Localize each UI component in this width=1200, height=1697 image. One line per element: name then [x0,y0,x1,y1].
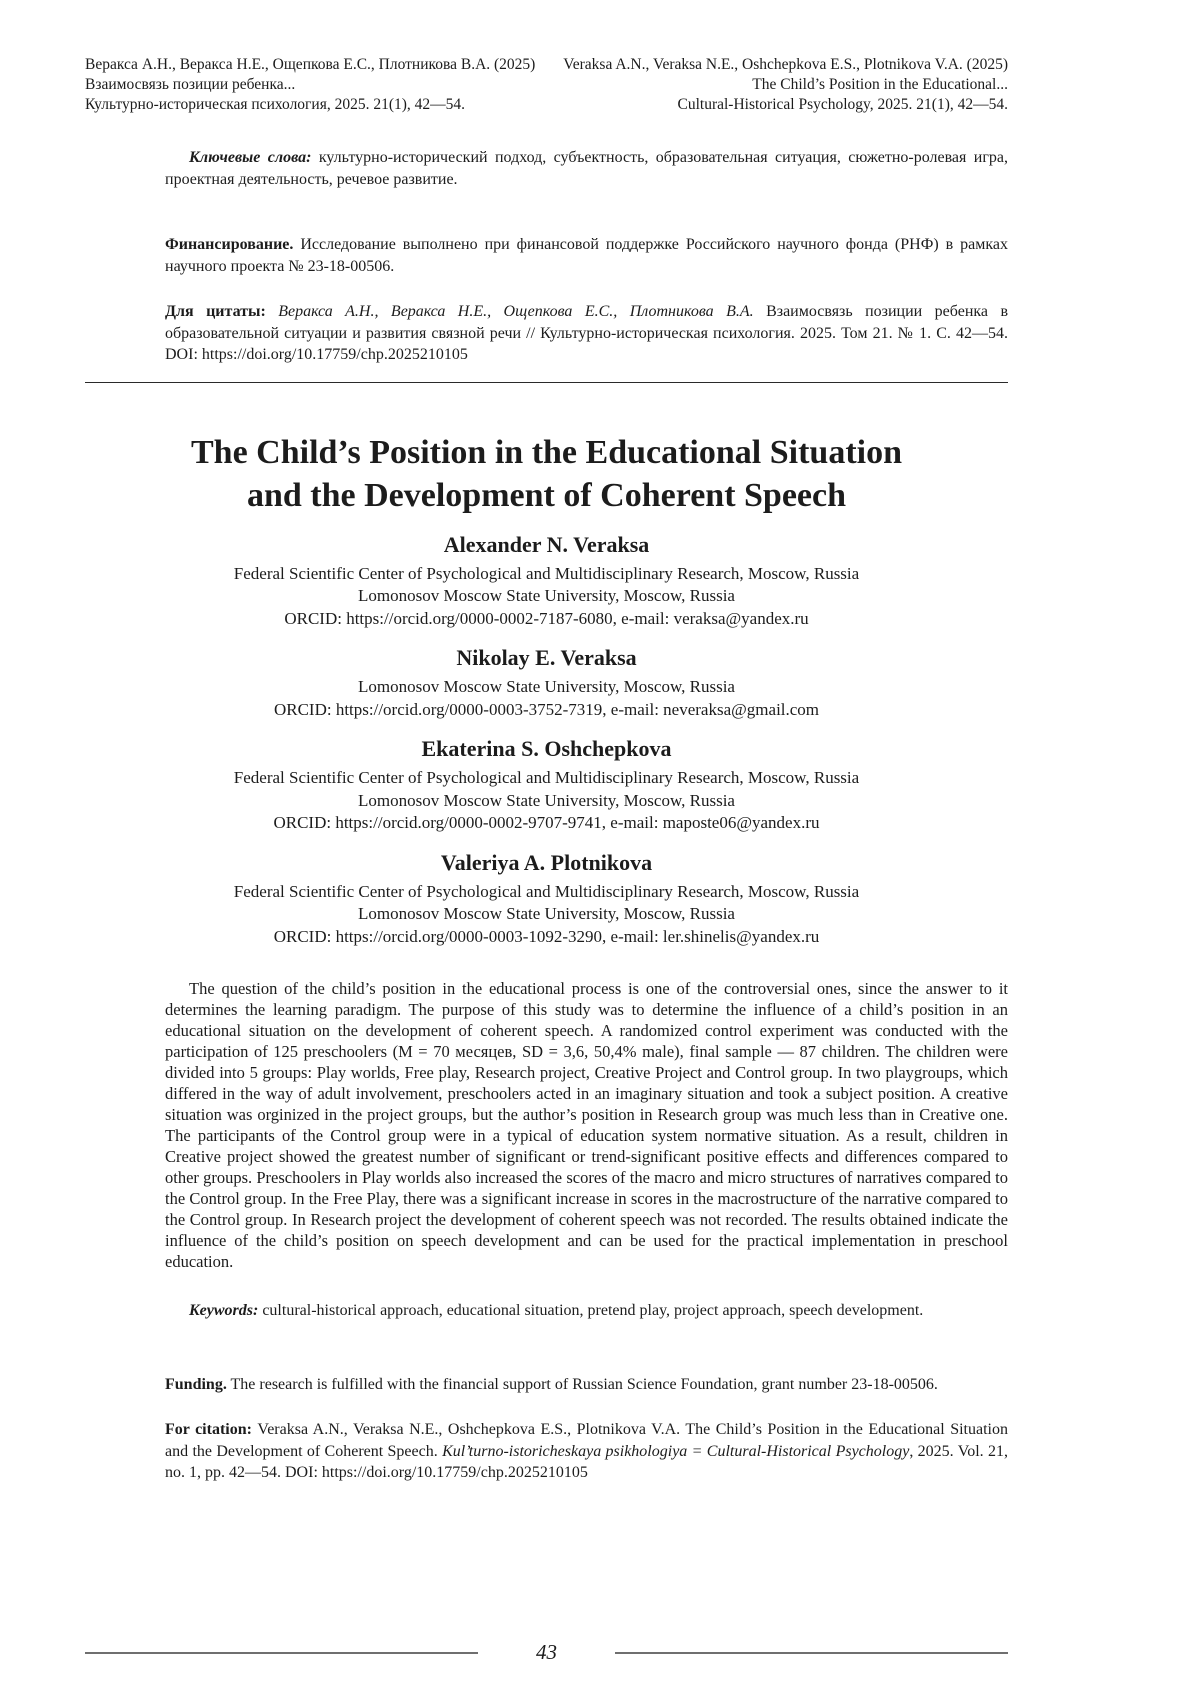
author-affiliation: Lomonosov Moscow State University, Moscow, Russia [358,790,735,810]
funding-en-paragraph [165,1374,1008,1396]
paper-title-line1: The Child’s Position in the Educational Situation [190,433,902,471]
author-orcid-email: ORCID: https://orcid.org/0000-0002-7187-6080, e-mail: veraksa@yandex.ru [284,608,809,628]
citation-en-journal: Kul’turno-istoricheskaya psikhologiya = Cultural-Historical Psychology [442,1442,910,1460]
russian-meta-column [165,147,1008,366]
citation-en-paragraph [165,1419,1008,1484]
citation-en-label: For citation: [165,1421,258,1438]
keywords-en-text: cultural-historical approach, educational situation, pretend play, project approach, speech development. [258,1302,924,1319]
author-orcid-email: ORCID: https://orcid.org/0000-0002-9707-9741, e-mail: maposte06@yandex.ru [273,813,820,832]
paper-title-line2: and the Development of Coherent Speech [246,476,847,514]
citation-ru-text: Взаимосвязь позиции ребенка в образовательной ситуации и развития связной речи // Культурно-историческая психология. 2025. Том 21. № 1. С. 42—54. DOI: https://doi.org/10.17759/chp.2025210105 [165,303,1009,363]
author-name: Valeriya A. Plotnikova [440,849,653,875]
running-head-right-line: Cultural-Historical Psychology, 2025. 21(1), 42—54. [677,96,1008,113]
keywords-en-label: Keywords: [189,1302,259,1319]
footer-rule-left [85,1652,478,1654]
citation-ru-authors: Веракса А.Н., Веракса Н.Е., Ощепкова Е.С., Плотникова В.А. [278,303,754,320]
running-head-left-line: Веракса А.Н., Веракса Н.Е., Ощепкова Е.С., Плотникова В.А. (2025) [85,56,536,73]
funding-ru-paragraph [165,234,1008,277]
author-block [85,734,1008,835]
footer-rule-right [615,1652,1008,1654]
author-name: Alexander N. Veraksa [443,531,650,557]
abstract-paragraph: The question of the child’s position in the educational process is one of the controversial ones, since the answer to it determines the learning paradigm. The purpose of this study was to determine the influence of a child’s position in an educational situation on the development of coherent speech. A randomized control experiment was conducted with the participation of 125 preschoolers (M = 70 месяцев, SD = 3,6, 50,4% male), final sample — 87 children. The children were divided into 5 groups: Play worlds, Free play, Research project, Creative Project and Control group. In two playgroups, which differed in the way of adult involvement, preschoolers acted in an imaginary situation and took a subject position. A creative situation was orginized in the project groups, but the author’s position in Research group was much less than in Creative one. The participants of the Control group were in a typical of education system normative situation. As a result, children in Creative project showed the greatest number of significant or trend-significant positive effects and differences compared to other groups. Preschoolers in Play worlds also increased the scores of the macro and micro structures of narratives compared to the Control group. In the Free Play, there was a significant increase in scores in the macrostructure of the narrative compared to the Control group. In Research project the development of coherent speech was not recorded. The results obtained indicate the influence of the child’s position on speech development and can be used for the practical implementation in preschool education. [165,979,1008,1271]
author-block [85,848,1008,949]
author-affiliation: Federal Scientific Center of Psychological and Multidisciplinary Research, Moscow, Russia [233,768,860,787]
funding-en-label: Funding. [165,1375,227,1393]
running-head-left-line: Взаимосвязь позиции ребенка... [85,76,296,93]
running-head-right [563,55,1008,115]
author-name: Nikolay E. Veraksa [456,645,637,670]
running-head [85,55,1008,115]
citation-en-text: Veraksa A.N., Veraksa N.E., Oshchepkova E.S., Plotnikova V.A. The Child’s Position in the Educational Situation and the Development of Coherent Speech. [165,1421,1008,1460]
keywords-ru-text: культурно-исторический подход, субъектность, образовательная ситуация, сюжетно-ролевая игра, проектная деятельность, речевое развитие. [165,149,1008,188]
author-affiliation: Federal Scientific Center of Psychological and Multidisciplinary Research, Moscow, Russia [233,881,860,901]
funding-ru-label: Финансирование. [165,236,294,253]
page-content [85,0,1008,1484]
keywords-ru-paragraph [165,147,1008,190]
english-meta-column [165,1300,1008,1484]
funding-ru-text: Исследование выполнено при финансовой поддержке Российского научного фонда (РНФ) в рамках научного проекта № 23-18-00506. [165,236,1008,275]
author-affiliation: Lomonosov Moscow State University, Moscow, Russia [358,904,735,923]
page-number: 43 [536,1640,557,1664]
citation-ru-label: Для цитаты: [165,303,279,320]
running-head-left [85,55,535,115]
keywords-ru-label: Ключевые слова: [189,149,312,166]
running-head-left-line: Культурно-историческая психология, 2025. 21(1), 42—54. [85,96,466,113]
author-name: Ekaterina S. Oshchepkova [421,736,672,761]
author-affiliation: Lomonosov Moscow State University, Moscow, Russia [358,677,735,696]
paper-title [85,431,1008,517]
keywords-en-paragraph [165,1300,1008,1322]
author-orcid-email: ORCID: https://orcid.org/0000-0003-1092-3290, e-mail: ler.shinelis@yandex.ru [273,926,820,946]
running-head-right-line: Veraksa A.N., Veraksa N.E., Oshchepkova E.S., Plotnikova V.A. (2025) [563,56,1008,73]
header-separator-rule [85,382,1008,383]
author-block [85,530,1008,631]
author-block [85,643,1008,721]
page-footer [85,1642,1008,1663]
author-orcid-email: ORCID: https://orcid.org/0000-0003-3752-7319, e-mail: neveraksa@gmail.com [273,699,820,719]
author-affiliation: Lomonosov Moscow State University, Moscow, Russia [358,586,735,605]
authors-section [85,530,1008,949]
funding-en-text: The research is fulfilled with the financial support of Russian Science Foundation, grant number 23-18-00506. [226,1375,938,1393]
citation-en-text: , 2025. Vol. 21, no. 1, pp. 42—54. DOI: https://doi.org/10.17759/chp.2025210105 [165,1442,1009,1481]
author-affiliation: Federal Scientific Center of Psychological and Multidisciplinary Research, Moscow, Russia [233,563,860,583]
running-head-right-line: The Child’s Position in the Educational... [752,76,1008,93]
citation-ru-paragraph [165,301,1008,366]
